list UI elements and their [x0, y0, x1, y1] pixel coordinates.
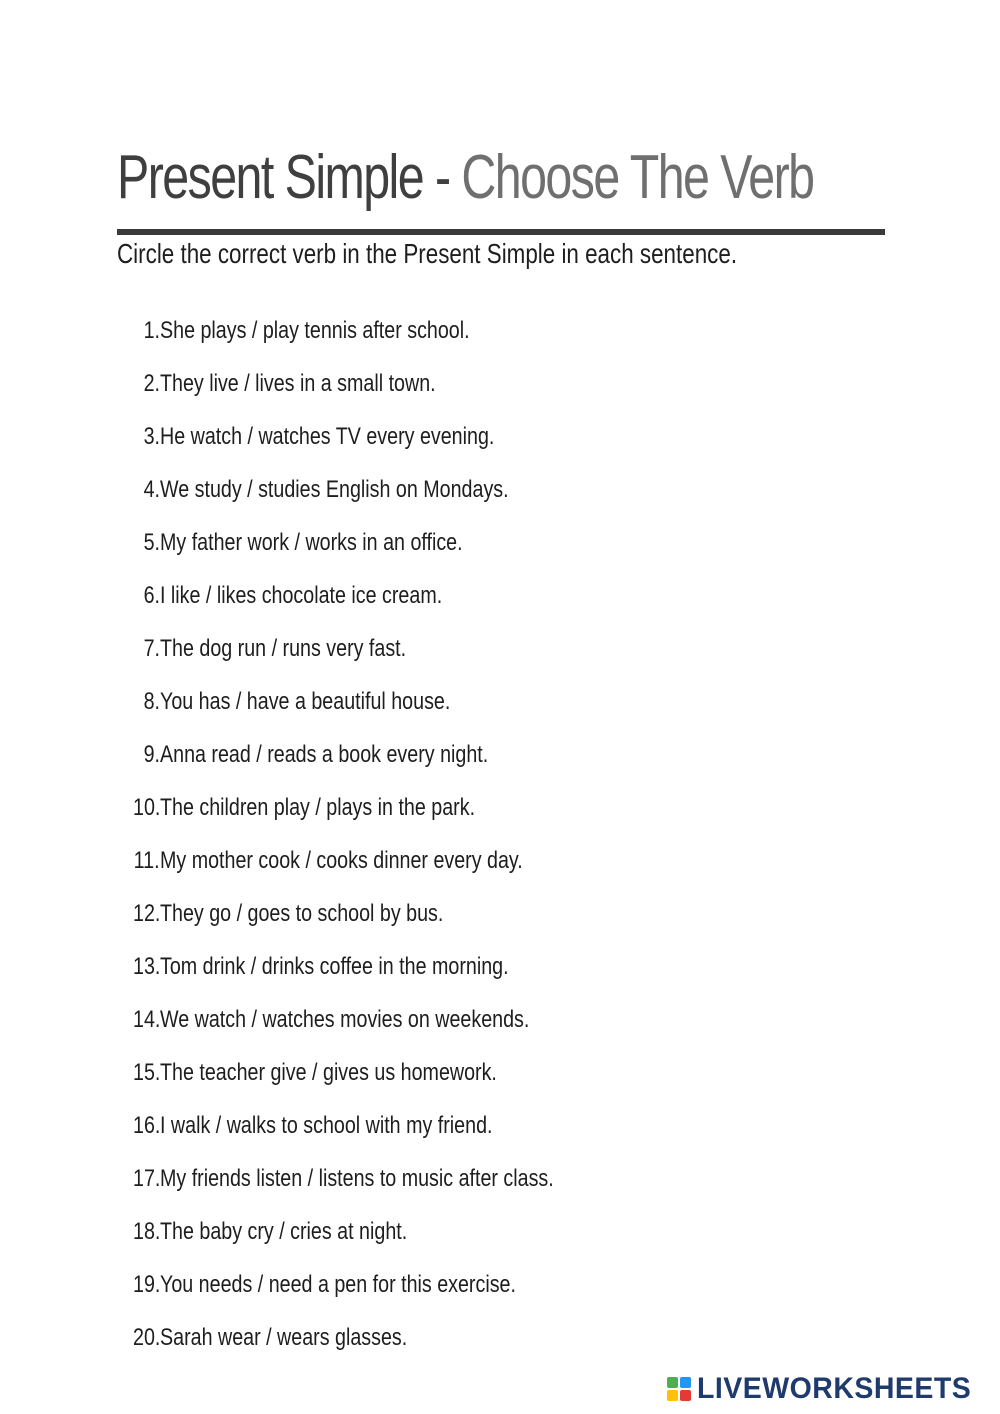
- question-item: [0, 463, 900, 516]
- question-text: The baby cry / cries at night.: [160, 1218, 408, 1245]
- question-text: The dog run / runs very fast.: [160, 635, 407, 662]
- question-number: 17.: [132, 1165, 160, 1192]
- question-item: [0, 622, 900, 675]
- title-main: Present Simple: [117, 143, 424, 212]
- question-number: 13.: [132, 953, 160, 980]
- question-text: We study / studies English on Mondays.: [160, 476, 509, 503]
- question-text: Anna read / reads a book every night.: [160, 741, 489, 768]
- title-separator: -: [423, 143, 462, 212]
- brand-name: LIVEWORKSHEETS: [697, 1372, 972, 1405]
- question-number: 11.: [134, 847, 160, 874]
- question-item: [0, 1258, 900, 1311]
- question-item: [0, 516, 900, 569]
- question-number: 20.: [132, 1324, 160, 1351]
- question-number: 14.: [132, 1006, 160, 1033]
- question-item: [0, 569, 900, 622]
- title-accent: Choose The Verb: [461, 143, 814, 212]
- question-text: I like / likes chocolate ice cream.: [160, 582, 443, 609]
- question-text: The children play / plays in the park.: [160, 794, 476, 821]
- question-text: Sarah wear / wears glasses.: [160, 1324, 408, 1351]
- question-text: He watch / watches TV every evening.: [160, 423, 495, 450]
- question-item: [0, 1205, 900, 1258]
- question-number: 8.: [143, 688, 160, 715]
- question-number: 10.: [132, 794, 160, 821]
- question-text: Tom drink / drinks coffee in the morning.: [160, 953, 509, 980]
- question-text: We watch / watches movies on weekends.: [160, 1006, 530, 1033]
- question-item: [0, 781, 900, 834]
- question-text: My mother cook / cooks dinner every day.: [160, 847, 523, 874]
- question-number: 19.: [132, 1271, 160, 1298]
- question-item: [0, 887, 900, 940]
- question-item: [0, 940, 900, 993]
- logo-tile-e: [680, 1390, 691, 1401]
- question-text: I walk / walks to school with my friend.: [160, 1112, 493, 1139]
- liveworksheets-logo-icon: [667, 1377, 691, 1401]
- question-text: The teacher give / gives us homework.: [160, 1059, 497, 1086]
- title-underline-divider: [117, 229, 885, 235]
- question-number: 2.: [143, 370, 160, 397]
- question-text: She plays / play tennis after school.: [160, 317, 470, 344]
- question-item: [0, 728, 900, 781]
- question-list: [0, 304, 900, 1364]
- question-item: [0, 1311, 900, 1364]
- logo-tile-i: [680, 1377, 691, 1388]
- question-item: [0, 675, 900, 728]
- instruction-text: Circle the correct verb in the Present Simple in each sentence.: [117, 238, 738, 269]
- logo-tile-v: [667, 1390, 678, 1401]
- question-item: [0, 410, 900, 463]
- question-number: 9.: [143, 741, 160, 768]
- question-number: 5.: [143, 529, 160, 556]
- question-number: 1.: [143, 317, 160, 344]
- question-number: 12.: [132, 900, 160, 927]
- page-title: [117, 138, 814, 218]
- question-item: [0, 304, 900, 357]
- question-text: My friends listen / listens to music after class.: [160, 1165, 554, 1192]
- question-item: [0, 834, 900, 887]
- question-item: [0, 993, 900, 1046]
- question-item: [0, 1152, 900, 1205]
- question-item: [0, 1099, 900, 1152]
- question-number: 15.: [132, 1059, 160, 1086]
- question-text: My father work / works in an office.: [160, 529, 463, 556]
- question-text: You has / have a beautiful house.: [160, 688, 451, 715]
- question-text: They go / goes to school by bus.: [160, 900, 444, 927]
- question-number: 16.: [132, 1112, 160, 1139]
- question-number: 6.: [143, 582, 160, 609]
- logo-tile-l: [667, 1377, 678, 1388]
- liveworksheets-brand[interactable]: [667, 1374, 986, 1404]
- question-number: 3.: [143, 423, 160, 450]
- question-text: You needs / need a pen for this exercise.: [160, 1271, 516, 1298]
- question-item: [0, 357, 900, 410]
- question-text: They live / lives in a small town.: [160, 370, 436, 397]
- question-item: [0, 1046, 900, 1099]
- question-number: 18.: [132, 1218, 160, 1245]
- question-number: 7.: [143, 635, 160, 662]
- question-number: 4.: [143, 476, 160, 503]
